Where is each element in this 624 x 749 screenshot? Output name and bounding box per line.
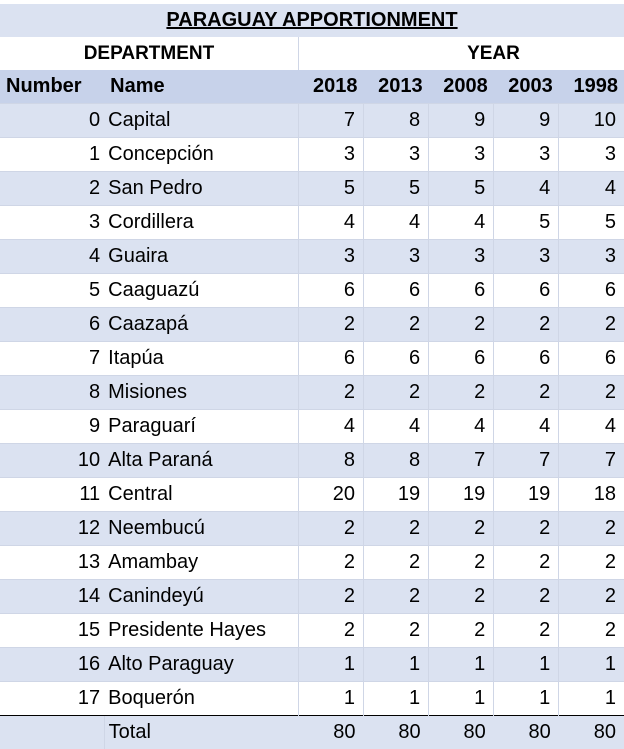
seat-count-cell: 1 xyxy=(429,648,494,682)
seat-count-cell: 7 xyxy=(429,444,494,478)
department-name: Cordillera xyxy=(104,206,298,240)
seat-count-cell: 4 xyxy=(559,410,624,444)
seat-count-cell: 2 xyxy=(429,614,494,648)
table-row xyxy=(0,308,624,342)
department-name: Paraguarí xyxy=(104,410,298,444)
seat-count-cell: 6 xyxy=(494,274,559,308)
department-name: Boquerón xyxy=(104,682,298,716)
seat-count-cell: 6 xyxy=(298,274,363,308)
column-header-row xyxy=(0,70,624,104)
seat-count-cell: 2 xyxy=(364,308,429,342)
seat-count-cell: 6 xyxy=(559,274,624,308)
table-row xyxy=(0,240,624,274)
number-column-header: Number xyxy=(0,70,104,104)
department-number: 8 xyxy=(0,376,104,410)
department-name: Neembucú xyxy=(104,512,298,546)
seat-count-cell: 2 xyxy=(364,614,429,648)
seat-count-cell: 5 xyxy=(559,206,624,240)
table-row xyxy=(0,546,624,580)
table-row xyxy=(0,444,624,478)
department-name: Amambay xyxy=(104,546,298,580)
seat-count-cell: 6 xyxy=(298,342,363,376)
department-name: Canindeyú xyxy=(104,580,298,614)
department-number: 16 xyxy=(0,648,104,682)
seat-count-cell: 3 xyxy=(559,138,624,172)
apportionment-table xyxy=(0,4,624,749)
seat-count-cell: 3 xyxy=(429,138,494,172)
department-name: Alta Paraná xyxy=(104,444,298,478)
department-number: 10 xyxy=(0,444,104,478)
seat-count-cell: 18 xyxy=(559,478,624,512)
seat-count-cell: 3 xyxy=(298,138,363,172)
department-number: 6 xyxy=(0,308,104,342)
seat-count-cell: 2 xyxy=(494,614,559,648)
table-row xyxy=(0,478,624,512)
department-number: 3 xyxy=(0,206,104,240)
seat-count-cell: 20 xyxy=(298,478,363,512)
table-row xyxy=(0,138,624,172)
year-header: YEAR xyxy=(298,37,624,70)
seat-count-cell: 2 xyxy=(298,614,363,648)
title-row xyxy=(0,4,624,37)
seat-count-cell: 3 xyxy=(298,240,363,274)
seat-count-cell: 6 xyxy=(364,342,429,376)
year-column-header: 1998 xyxy=(559,70,624,104)
table-row xyxy=(0,580,624,614)
department-number: 2 xyxy=(0,172,104,206)
seat-count-cell: 6 xyxy=(429,342,494,376)
seat-count-cell: 1 xyxy=(494,682,559,716)
year-column-header: 2013 xyxy=(364,70,429,104)
seat-count-cell: 2 xyxy=(429,546,494,580)
seat-count-cell: 5 xyxy=(429,172,494,206)
seat-count-cell: 2 xyxy=(494,580,559,614)
seat-count-cell: 2 xyxy=(364,376,429,410)
seat-count-cell: 8 xyxy=(364,444,429,478)
table-row xyxy=(0,512,624,546)
department-name: Itapúa xyxy=(104,342,298,376)
seat-count-cell: 4 xyxy=(364,410,429,444)
department-header: DEPARTMENT xyxy=(0,37,298,70)
seat-count-cell: 1 xyxy=(559,648,624,682)
seat-count-cell: 1 xyxy=(559,682,624,716)
table-row xyxy=(0,342,624,376)
seat-count-cell: 2 xyxy=(298,376,363,410)
seat-count-cell: 1 xyxy=(494,648,559,682)
seat-count-cell: 4 xyxy=(494,172,559,206)
department-number: 5 xyxy=(0,274,104,308)
seat-count-cell: 2 xyxy=(364,512,429,546)
seat-count-cell: 2 xyxy=(494,546,559,580)
department-number: 14 xyxy=(0,580,104,614)
seat-count-cell: 1 xyxy=(364,682,429,716)
seat-count-cell: 2 xyxy=(298,580,363,614)
seat-count-cell: 2 xyxy=(429,308,494,342)
seat-count-cell: 5 xyxy=(494,206,559,240)
total-value-cell: 80 xyxy=(364,716,429,749)
seat-count-cell: 3 xyxy=(559,240,624,274)
seat-count-cell: 1 xyxy=(429,682,494,716)
seat-count-cell: 7 xyxy=(494,444,559,478)
seat-count-cell: 2 xyxy=(429,580,494,614)
seat-count-cell: 7 xyxy=(298,104,363,138)
seat-count-cell: 4 xyxy=(298,206,363,240)
department-name: Guaira xyxy=(104,240,298,274)
department-name: Central xyxy=(104,478,298,512)
seat-count-cell: 6 xyxy=(494,342,559,376)
department-number: 12 xyxy=(0,512,104,546)
seat-count-cell: 4 xyxy=(298,410,363,444)
department-name: Concepción xyxy=(104,138,298,172)
seat-count-cell: 9 xyxy=(494,104,559,138)
seat-count-cell: 2 xyxy=(298,308,363,342)
year-column-header: 2018 xyxy=(298,70,363,104)
table-row xyxy=(0,206,624,240)
table-row xyxy=(0,614,624,648)
seat-count-cell: 8 xyxy=(298,444,363,478)
department-number: 9 xyxy=(0,410,104,444)
seat-count-cell: 6 xyxy=(364,274,429,308)
department-number: 0 xyxy=(0,104,104,138)
seat-count-cell: 2 xyxy=(559,546,624,580)
table-row xyxy=(0,104,624,138)
department-name: Alto Paraguay xyxy=(104,648,298,682)
department-number: 7 xyxy=(0,342,104,376)
department-name: Presidente Hayes xyxy=(104,614,298,648)
total-value-cell: 80 xyxy=(494,716,559,749)
department-name: Caazapá xyxy=(104,308,298,342)
seat-count-cell: 2 xyxy=(494,308,559,342)
seat-count-cell: 2 xyxy=(429,512,494,546)
year-column-header: 2003 xyxy=(494,70,559,104)
seat-count-cell: 5 xyxy=(298,172,363,206)
seat-count-cell: 2 xyxy=(364,580,429,614)
seat-count-cell: 4 xyxy=(429,206,494,240)
table-row xyxy=(0,376,624,410)
table-row xyxy=(0,274,624,308)
table-row xyxy=(0,172,624,206)
seat-count-cell: 5 xyxy=(364,172,429,206)
department-name: Caaguazú xyxy=(104,274,298,308)
seat-count-cell: 19 xyxy=(494,478,559,512)
name-column-header: Name xyxy=(104,70,298,104)
department-name: Capital xyxy=(104,104,298,138)
seat-count-cell: 9 xyxy=(429,104,494,138)
department-number: 11 xyxy=(0,478,104,512)
table-title: PARAGUAY APPORTIONMENT xyxy=(0,4,624,37)
seat-count-cell: 2 xyxy=(494,512,559,546)
total-value-cell: 80 xyxy=(429,716,494,749)
total-value-cell: 80 xyxy=(298,716,363,749)
seat-count-cell: 2 xyxy=(298,546,363,580)
seat-count-cell: 10 xyxy=(559,104,624,138)
seat-count-cell: 3 xyxy=(364,138,429,172)
department-number: 4 xyxy=(0,240,104,274)
department-number: 15 xyxy=(0,614,104,648)
seat-count-cell: 4 xyxy=(364,206,429,240)
department-name: San Pedro xyxy=(104,172,298,206)
seat-count-cell: 3 xyxy=(494,138,559,172)
table-row xyxy=(0,648,624,682)
year-column-header: 2008 xyxy=(429,70,494,104)
seat-count-cell: 3 xyxy=(364,240,429,274)
seat-count-cell: 4 xyxy=(494,410,559,444)
group-header-row xyxy=(0,37,624,70)
seat-count-cell: 8 xyxy=(364,104,429,138)
total-value-cell: 80 xyxy=(559,716,624,749)
total-row xyxy=(0,716,624,749)
seat-count-cell: 1 xyxy=(298,682,363,716)
seat-count-cell: 19 xyxy=(364,478,429,512)
seat-count-cell: 4 xyxy=(429,410,494,444)
seat-count-cell: 4 xyxy=(559,172,624,206)
seat-count-cell: 3 xyxy=(494,240,559,274)
department-name: Misiones xyxy=(104,376,298,410)
department-number: 13 xyxy=(0,546,104,580)
department-number: 1 xyxy=(0,138,104,172)
seat-count-cell: 2 xyxy=(559,376,624,410)
seat-count-cell: 2 xyxy=(559,614,624,648)
total-label: Total xyxy=(104,716,298,749)
department-number: 17 xyxy=(0,682,104,716)
seat-count-cell: 1 xyxy=(298,648,363,682)
seat-count-cell: 2 xyxy=(429,376,494,410)
seat-count-cell: 2 xyxy=(298,512,363,546)
total-spacer xyxy=(0,716,104,749)
seat-count-cell: 2 xyxy=(494,376,559,410)
seat-count-cell: 2 xyxy=(559,308,624,342)
seat-count-cell: 1 xyxy=(364,648,429,682)
seat-count-cell: 6 xyxy=(559,342,624,376)
seat-count-cell: 19 xyxy=(429,478,494,512)
seat-count-cell: 6 xyxy=(429,274,494,308)
table-row xyxy=(0,682,624,716)
table-row xyxy=(0,410,624,444)
seat-count-cell: 3 xyxy=(429,240,494,274)
seat-count-cell: 2 xyxy=(559,512,624,546)
seat-count-cell: 7 xyxy=(559,444,624,478)
seat-count-cell: 2 xyxy=(364,546,429,580)
seat-count-cell: 2 xyxy=(559,580,624,614)
